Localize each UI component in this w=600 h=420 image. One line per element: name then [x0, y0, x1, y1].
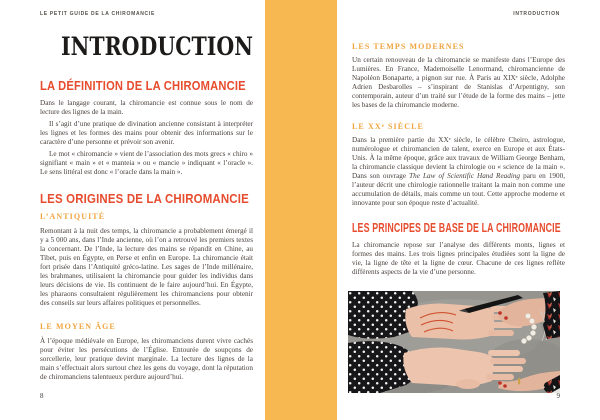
red-nail [504, 316, 508, 320]
paragraph: Il s’agit d’une pratique de divination ancienne consistant à interpréter les lignes et les formes des mains pour obtenir des informations sur le caractère d’une personne et prévoir son avenir. [40, 120, 253, 146]
book-title-reference: The Law of Scientific Hand Reading [409, 172, 521, 180]
moyen-age-paragraph [40, 337, 253, 382]
left-page-number: 8 [40, 392, 44, 400]
paragraph: Le mot « chiromancie » vient de l’association des mots grecs « chiro » signifiant « main » et « manteia » ou « mancie » indiquant « l’oracle ». Le sens littéral est donc « l’oracle dans la main ». [40, 150, 253, 176]
paragraph [352, 136, 565, 208]
subheading-antiquite: L’ANTIQUITÉ [40, 212, 106, 221]
paragraph-text: Dans la première partie du XXᵉ siècle, le célèbre Cheiro, astrologue, numérologue et chiromancien de talent, exerce en Europe et aux États-Unis. À la même époque, grâce aux travaux de William George Benham, la chiromancie classique devient la chirologie ou « science de la main ». Dans son ouvrage [352, 136, 565, 180]
principes-paragraph [352, 241, 565, 277]
paragraph-text: paru en 1900, l’auteur décrit une chirologie rationnelle traitant la main non comme une accumulation de détails, mais comme un tout. Cette approche moderne et innovante pour son époque reste d’actualité. [352, 172, 565, 207]
patterned-sleeve-top [543, 291, 560, 339]
red-nail [498, 311, 502, 315]
paragraph: Dans le langage courant, la chiromancie est connue sous le nom de lecture des lignes de la main. [40, 99, 253, 116]
subheading-temps-modernes: LES TEMPS MODERNES [352, 42, 465, 51]
hands-photo-illustration [348, 291, 560, 393]
paragraph: La chiromancie repose sur l’analyse des différents monts, lignes et formes des mains. Les trois lignes principales étudiées sont la ligne de vie, la ligne de tête et la ligne de cœur. Chacune de ces lignes reflète différents aspects de la vie d’une personne. [352, 241, 565, 276]
paragraph: À l’époque médiévale en Europe, les chiromanciens durent vivre cachés pour éviter les persécutions de l’Église. Entourée de soupçons de sorcellerie, leur pratique devint marginale. La lecture des lignes de la main s’effectuait alors surtout chez les gens du voyage, dont la réputation de chiromanciens talentueux perdure aujourd’hui. [40, 337, 253, 381]
heading-origines: LES ORIGINES DE LA CHIROMANCIE [40, 191, 249, 206]
heading-principes: LES PRINCIPES DE BASE DE LA CHIROMANCIE [352, 220, 561, 235]
paragraph: Un certain renouveau de la chiromancie se manifeste dans l’Europe des Lumières. En France, Mademoiselle Lenormand, chiromancienne de Napoléon Bonaparte, a pignon sur rue. À Paris au XIXᵉ siècle, Adolphe Adrien Desbarolles – s’inspirant de Stanislas d’Arpentigny, son contemporain, auteur d’un traité sur l’étude de la forme des mains – jette les bases de la chiromancie moderne. [352, 56, 565, 109]
heading-definition: LA DÉFINITION DE LA CHIROMANCIE [40, 78, 246, 93]
subheading-moyen-age: LE MOYEN ÂGE [40, 322, 116, 331]
red-nail [498, 381, 502, 385]
right-page-number: 9 [556, 392, 560, 400]
left-running-head: LE PETIT GUIDE DE LA CHIROMANCIE [40, 11, 155, 17]
red-nail [503, 384, 507, 388]
subheading-xx-siecle: LE XXᵉ SIÈCLE [352, 122, 424, 131]
paragraph: Remontant à la nuit des temps, la chiromancie a probablement émergé il y a 5 000 ans, dans l’Inde ancienne, où l’on a retrouvé les premiers textes la concernant. De l’Inde, la lecture des mains se répandit en Chine, au Tibet, puis en Égypte, en Perse et enfin en Europe. La chiromancie était fort prisée dans l’Antiquité gréco-latine. Les sages de l’Inde millénaire, les brahmanes, utilisaient la chiromancie pour guider les individus dans leurs décisions de vie. Ils continuent de le faire aujourd’hui. En Égypte, les pharaons consultaient régulièrement les chiromanciens pour obtenir des conseils sur leurs affaires politiques et personnelles. [40, 227, 253, 307]
xx-siecle-paragraph [352, 136, 565, 208]
definition-paragraphs [40, 99, 253, 177]
polka-dot-sleeve-bottom [348, 341, 414, 393]
right-running-head: INTRODUCTION [513, 11, 560, 17]
gutter-accent-band [265, 0, 337, 420]
page-title: INTRODUCTION [61, 32, 253, 61]
palm-reading-photo [348, 291, 560, 393]
antiquite-paragraph [40, 227, 253, 308]
temps-modernes-paragraph [352, 56, 565, 110]
gold-ring [518, 378, 520, 385]
